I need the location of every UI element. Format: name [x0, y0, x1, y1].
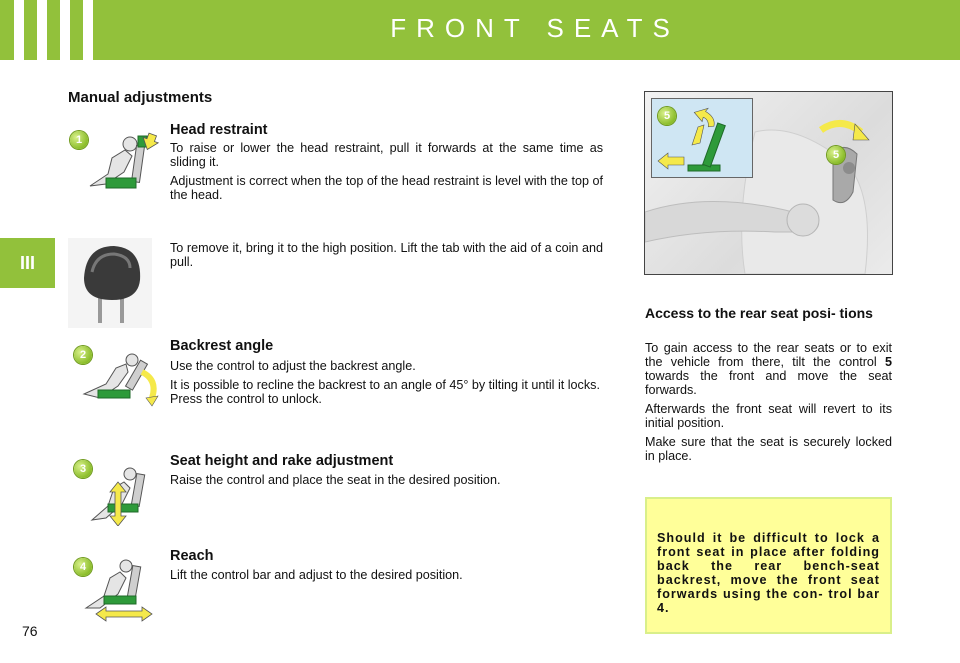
backrest-title: Backrest angle: [170, 338, 274, 354]
badge-5-diagram: 5: [658, 107, 676, 125]
backrest-illustration: [78, 350, 162, 408]
section-subtitle: Manual adjustments: [68, 89, 213, 106]
badge-5-control: 5: [827, 146, 845, 164]
access-p2: Afterwards the front seat will revert to its initial position.: [645, 402, 892, 430]
headrest-photo: [68, 238, 152, 328]
control-number: 5: [884, 355, 892, 369]
access-title: Access to the rear seat posi- tions: [645, 305, 873, 321]
backrest-text: [170, 359, 605, 411]
head-restraint-p1: To raise or lower the head restraint, pull it forwards at the same time as sliding it.: [170, 141, 603, 169]
access-text: [645, 341, 892, 468]
note-box: [645, 497, 892, 634]
header-stripe: [60, 0, 70, 60]
badge-3: 3: [74, 460, 92, 478]
page-title: FRONT SEATS: [390, 13, 680, 43]
seat-height-title: Seat height and rake adjustment: [170, 453, 394, 469]
head-restraint-text: [170, 141, 603, 207]
chapter-tab[interactable]: III: [0, 238, 55, 288]
access-p1: [645, 341, 892, 397]
access-p1-b: towards the front and move the seat forwards.: [645, 369, 892, 397]
reach-illustration: [82, 556, 162, 622]
badge-1: 1: [70, 131, 88, 149]
header-stripe: [83, 0, 93, 60]
badge-2: 2: [74, 346, 92, 364]
head-restraint-title: Head restraint: [170, 122, 268, 138]
reach-title: Reach: [170, 548, 214, 564]
header-stripe: [14, 0, 24, 60]
seat-height-p1: Raise the control and place the seat in the desired position.: [170, 473, 501, 487]
access-p1-a: To gain access to the rear seats or to exit the vehicle from there, tilt the control: [645, 341, 892, 369]
seat-height-illustration: [88, 460, 158, 526]
header-bar: [0, 0, 960, 60]
badge-4: 4: [74, 558, 92, 576]
access-p3: Make sure that the seat is securely locked in place.: [645, 435, 892, 463]
note-text: Should it be difficult to lock a front seat in place after folding back the rear bench-seat backrest, move the front seat forwards using the con- trol bar 4.: [657, 531, 880, 615]
reach-p1: Lift the control bar and adjust to the desired position.: [170, 568, 463, 582]
header-stripe: [37, 0, 47, 60]
reach-text: [170, 568, 605, 587]
head-restraint-illustration: [80, 128, 160, 196]
backrest-p1: Use the control to adjust the backrest angle.: [170, 359, 416, 373]
head-restraint-p3: To remove it, bring it to the high position. Lift the tab with the aid of a coin and pull.: [170, 241, 603, 269]
seat-height-text: [170, 473, 605, 492]
head-restraint-remove-text: [170, 241, 603, 274]
backrest-p2: It is possible to recline the backrest to an angle of 45° by tilting it until it locks. Press the control to unlock.: [170, 378, 600, 406]
head-restraint-p2: Adjustment is correct when the top of the head restraint is level with the top of the head.: [170, 174, 603, 202]
seat-control-photo: [644, 91, 893, 275]
page-number: 76: [22, 623, 38, 639]
